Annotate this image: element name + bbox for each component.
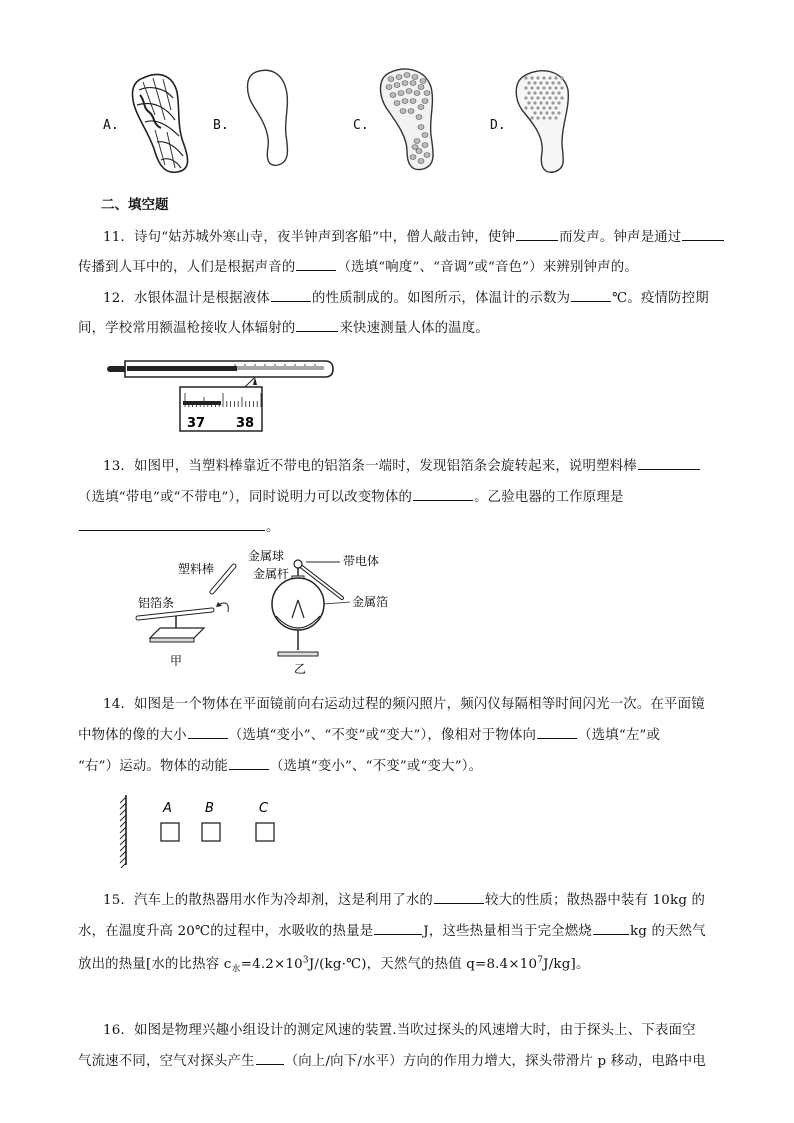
sole-d-tread-dot <box>554 116 557 119</box>
sole-c-tread-dot <box>390 93 396 98</box>
q15-blank-3[interactable] <box>593 920 629 935</box>
sole-d-tread-dot <box>551 91 554 94</box>
sole-c-tread-dot <box>412 145 418 150</box>
sole-d-tread-dot <box>548 116 551 119</box>
sole-c-tread-dot <box>408 109 414 114</box>
label-yi: 乙 <box>294 662 307 676</box>
q11-blank-1[interactable] <box>516 226 558 241</box>
sole-d-tread-dot <box>545 111 548 114</box>
sole-c-tread-dot <box>420 79 426 84</box>
electroscope-figure <box>130 540 390 678</box>
shoe-sole-c-image <box>375 65 445 175</box>
q15-text-3: 水，在温度升高 20℃的过程中，水吸收的热量是 <box>78 924 374 939</box>
q13-text-1: 13．如图甲，当塑料棒靠近不带电的铝箔条一端时，发现铝箔条会旋转起来，说明塑料棒 <box>103 459 637 474</box>
q11-blank-3[interactable] <box>296 256 336 271</box>
option-d-label: D. <box>490 118 506 133</box>
sole-d-tread-dot <box>539 91 542 94</box>
sole-d-tread-dot <box>554 86 557 89</box>
sole-c-tread-dot <box>414 139 420 144</box>
q15-line-3 <box>78 953 590 975</box>
q11-blank-2[interactable] <box>682 226 724 241</box>
q13-text-4: 。 <box>266 520 280 535</box>
sole-c-tread-dot <box>404 73 410 78</box>
sole-d-tread-dot <box>554 106 557 109</box>
q11-line-2 <box>78 256 638 275</box>
q12-line-2 <box>78 317 489 336</box>
sole-d-tread-dot <box>548 76 551 79</box>
sole-c-tread-dot <box>414 91 420 96</box>
sole-d-tread-dot <box>539 111 542 114</box>
sole-d-tread-dot <box>554 96 557 99</box>
q13-text-3: 。乙验电器的工作原理是 <box>474 490 624 505</box>
plane-mirror-figure <box>118 793 283 868</box>
q15-text-6: 放出的热量[水的比热容 c <box>78 957 232 972</box>
q15-blank-2[interactable] <box>374 920 422 935</box>
sole-d-tread-dot <box>530 76 533 79</box>
sole-c-tread-dot <box>422 99 428 104</box>
q15-line-1 <box>103 889 705 908</box>
mirror-hatch-line <box>120 827 126 833</box>
sole-d-tread-dot <box>542 76 545 79</box>
q14-text-3: （选填“变小”、“不变”或“变大”），像相对于物体向 <box>228 728 537 743</box>
q13-text-2: （选填“带电”或“不带电”），同时说明力可以改变物体的 <box>78 490 413 505</box>
sole-d-tread-dot <box>548 106 551 109</box>
q14-text-2: 中物体的像的大小 <box>78 728 187 743</box>
q16-text-3: （向上/向下/水平）方向的作用力增大，探头带滑片 p 移动，电路中电 <box>284 1054 706 1069</box>
sole-d-tread-dot <box>557 81 560 84</box>
q14-text-4: （选填“左”或 <box>578 728 661 743</box>
label-position-a: A <box>163 801 172 816</box>
sole-d-tread-dot <box>530 116 533 119</box>
mirror-hatch-line <box>120 851 126 857</box>
label-charged-body: 带电体 <box>343 554 380 568</box>
sole-c-tread-dot <box>424 153 430 158</box>
q15-blank-1[interactable] <box>434 889 484 904</box>
sole-d-tread-dot <box>524 106 527 109</box>
sole-d-tread-dot <box>560 86 563 89</box>
thermometer-scale-38: 38 <box>236 416 255 431</box>
q13-blank-2[interactable] <box>413 486 473 501</box>
q15-superscript-3: 3 <box>302 955 309 966</box>
q14-line-3 <box>78 755 482 774</box>
label-metal-foil: 金属箔 <box>352 595 389 609</box>
sole-d-tread-dot <box>539 81 542 84</box>
section-heading: 二、填空题 <box>101 197 169 213</box>
sole-d-tread-dot <box>530 96 533 99</box>
q12-text-2: 的性质制成的。如图所示，体温计的示数为 <box>311 291 571 306</box>
q15-text-1: 15．汽车上的散热器用水作为冷却剂，这是利用了水的 <box>103 893 434 908</box>
sole-d-tread-dot <box>533 111 536 114</box>
q16-line-2 <box>78 1050 706 1069</box>
sole-d-tread-dot <box>527 101 530 104</box>
q14-text-1: 14．如图是一个物体在平面镜前向右运动过程的频闪照片，频闪仪每隔相等时间闪光一次。在平面镜 <box>103 697 705 712</box>
sole-c-tread-dot <box>402 99 408 104</box>
sole-d-tread-dot <box>542 86 545 89</box>
sole-d-tread-dot <box>536 96 539 99</box>
sole-c-tread-dot <box>422 143 428 148</box>
sole-d-tread-dot <box>530 86 533 89</box>
sole-d-tread-dot <box>551 81 554 84</box>
q16-line-1 <box>103 1019 696 1038</box>
sole-c-tread-dot <box>424 91 430 96</box>
sole-c-tread-dot <box>418 85 424 90</box>
option-b-label: B. <box>213 118 229 133</box>
sole-d-tread-dot <box>536 76 539 79</box>
sole-c-tread-dot <box>400 109 406 114</box>
q12-line-1 <box>103 287 709 306</box>
shoe-sole-d-image <box>512 66 580 176</box>
sole-c-tread-dot <box>418 105 424 110</box>
q16-blank-1[interactable] <box>256 1050 284 1065</box>
option-c-label: C. <box>353 118 369 133</box>
q11-text-2: 而发声。钟声是通过 <box>559 230 682 245</box>
sole-d-tread-dot <box>560 96 563 99</box>
sole-d-tread-dot <box>536 106 539 109</box>
sole-d-tread-dot <box>533 81 536 84</box>
q15-superscript-7: 7 <box>537 955 544 966</box>
sole-c-tread-dot <box>410 155 416 160</box>
sole-d-tread-dot <box>524 86 527 89</box>
q11-text-3: 传播到人耳中的，人们是根据声音的 <box>78 260 296 275</box>
q14-blank-3[interactable] <box>229 755 269 770</box>
q13-line-1 <box>103 455 701 474</box>
sole-d-tread-dot <box>542 116 545 119</box>
sole-c-tread-dot <box>386 85 392 90</box>
q13-blank-3[interactable] <box>79 516 265 531</box>
mirror-hatch-line <box>120 863 126 868</box>
q14-text-5: “右”）运动。物体的动能 <box>78 759 228 774</box>
q14-blank-2[interactable] <box>537 724 577 739</box>
sole-d-tread-dot <box>524 76 527 79</box>
q15-text-4: J，这些热量相当于完全燃烧 <box>423 924 592 939</box>
sole-d-tread-dot <box>542 96 545 99</box>
sole-c-tread-dot <box>418 159 424 164</box>
q11-text-1: 11．诗句“姑苏城外寒山寺，夜半钟声到客船”中，僧人敲击钟，使钟 <box>103 230 516 245</box>
mirror-hatch-line <box>120 815 126 821</box>
shoe-sole-a-image <box>125 70 200 175</box>
thermometer-scale-37: 37 <box>187 416 206 431</box>
q16-text-2: 气流速不同，空气对探头产生 <box>78 1054 255 1069</box>
sole-d-tread-dot <box>524 96 527 99</box>
mirror-hatch-line <box>120 833 126 839</box>
sole-d-tread-dot <box>536 116 539 119</box>
sole-c-tread-dot <box>410 81 416 86</box>
q12-text-3: ℃。疫情防控期 <box>612 291 709 306</box>
mirror-hatch-line <box>120 809 126 815</box>
sole-d-tread-dot <box>533 91 536 94</box>
sole-d-tread-dot <box>557 91 560 94</box>
label-jia: 甲 <box>170 654 183 668</box>
label-aluminum-foil-strip: 铝箔条 <box>138 596 175 610</box>
mirror-hatch-line <box>120 857 126 863</box>
sole-d-tread-dot <box>536 86 539 89</box>
sole-d-tread-dot <box>548 86 551 89</box>
label-position-b: B <box>205 801 214 816</box>
q13-blank-1[interactable] <box>638 455 700 470</box>
q13-line-3 <box>78 516 280 535</box>
q11-text-4: （选填“响度”、“音调”或“音色”）来辨别钟声的。 <box>337 260 638 275</box>
q15-line-2 <box>78 920 706 939</box>
q15-subscript-water: 水 <box>231 964 241 975</box>
mirror-hatch-line <box>120 845 126 851</box>
mirror-hatch-line <box>120 797 126 803</box>
mirror-hatch-line <box>120 803 126 809</box>
q15-text-8: J/(kg·℃)，天然气的热值 q=8.4×10 <box>308 957 538 972</box>
sole-d-tread-dot <box>560 76 563 79</box>
sole-c-tread-dot <box>394 83 400 88</box>
q12-blank-1[interactable] <box>271 287 311 302</box>
q11-line-1 <box>103 226 725 245</box>
q12-blank-2[interactable] <box>571 287 611 302</box>
q16-text-1: 16．如图是物理兴趣小组设计的测定风速的装置.当吹过探头的风速增大时，由于探头上、下表面空 <box>103 1023 696 1038</box>
mirror-hatch-line <box>120 839 126 845</box>
sole-d-tread-dot <box>542 106 545 109</box>
clinical-thermometer-figure <box>105 355 335 435</box>
sole-c-tread-dot <box>402 81 408 86</box>
sole-d-tread-dot <box>533 101 536 104</box>
q15-text-7: =4.2×10 <box>240 957 303 972</box>
label-position-c: C <box>259 801 269 816</box>
sole-c-tread-dot <box>394 101 400 106</box>
sole-c-tread-dot <box>398 91 404 96</box>
q14-line-2 <box>78 724 660 743</box>
sole-c-tread-dot <box>418 125 424 130</box>
sole-d-tread-dot <box>545 81 548 84</box>
sole-d-tread-dot <box>551 111 554 114</box>
sole-c-tread-dot <box>388 77 394 82</box>
sole-d-tread-dot <box>554 76 557 79</box>
label-metal-ball: 金属球 <box>248 549 285 563</box>
sole-d-tread-dot <box>527 81 530 84</box>
sole-d-tread-dot <box>545 101 548 104</box>
q15-text-2: 较大的性质；散热器中装有 10kg 的 <box>485 893 706 908</box>
q12-text-4: 间，学校常用额温枪接收人体辐射的 <box>78 321 296 336</box>
q14-blank-1[interactable] <box>188 724 228 739</box>
shoe-sole-b-image <box>240 67 300 167</box>
sole-d-tread-dot <box>557 111 560 114</box>
q14-line-1 <box>103 693 705 712</box>
sole-c-tread-dot <box>422 133 428 138</box>
q12-blank-3[interactable] <box>296 317 338 332</box>
mirror-hatch-line <box>120 821 126 827</box>
label-metal-rod: 金属杆 <box>253 567 290 581</box>
sole-d-tread-dot <box>548 96 551 99</box>
sole-c-tread-dot <box>406 89 412 94</box>
label-plastic-rod: 塑料棒 <box>178 562 215 576</box>
q15-text-5: kg 的天然气 <box>629 924 706 939</box>
q14-text-6: （选填“变小”、“不变”或“变大”）。 <box>270 759 483 774</box>
q13-line-2 <box>78 486 624 505</box>
q15-text-9: J/kg]。 <box>543 957 590 972</box>
sole-d-tread-dot <box>530 106 533 109</box>
sole-c-tread-dot <box>412 75 418 80</box>
q12-text-1: 12．水银体温计是根据液体 <box>103 291 270 306</box>
sole-d-tread-dot <box>539 101 542 104</box>
sole-d-tread-dot <box>551 101 554 104</box>
sole-d-tread-dot <box>527 91 530 94</box>
sole-d-tread-dot <box>557 101 560 104</box>
sole-d-tread-dot <box>545 91 548 94</box>
option-a-label: A. <box>103 118 119 133</box>
q12-text-5: 来快速测量人体的温度。 <box>339 321 489 336</box>
sole-c-tread-dot <box>410 99 416 104</box>
sole-c-tread-dot <box>396 75 402 80</box>
sole-c-tread-dot <box>416 115 422 120</box>
